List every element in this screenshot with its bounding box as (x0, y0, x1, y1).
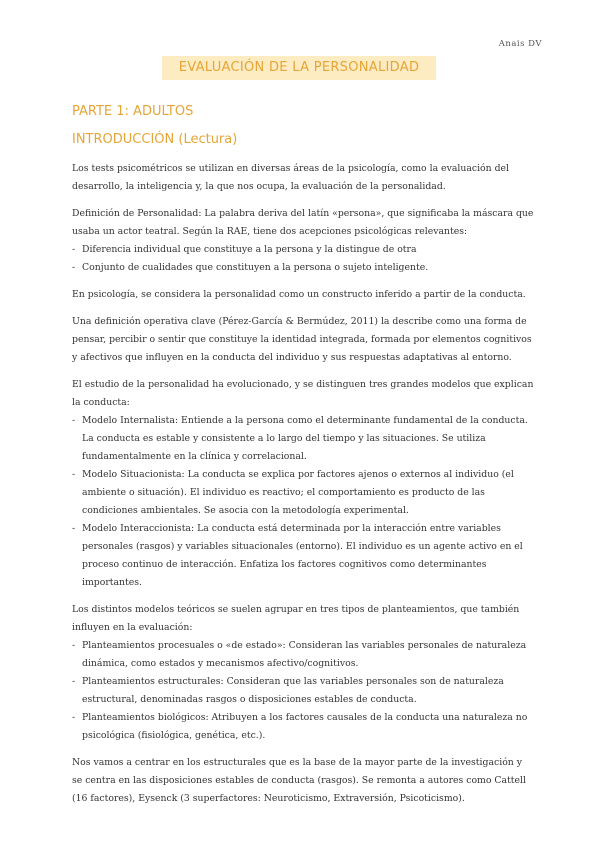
paragraph-intro: Los tests psicométricos se utilizan en diversas áreas de la psicología, como la evaluación del desarrollo, la inteligencia y, la que nos ocupa, la evaluación de la personalidad. (72, 163, 510, 192)
paragraph-structural-focus: Nos vamos a centrar en los estructurales que es la base de la mayor parte de la investigación y se centra en las disposiciones estables de conducta (rasgos). Se remonta a autores como Cattell (16 factores), Eysenck (3 superfactores: Neuroticismo, Extraversión, Psicoticismo). (72, 757, 526, 804)
part-heading: PARTE 1: ADULTOS (72, 104, 194, 119)
list-item: - Planteamientos biológicos: Atribuyen a los factores causales de la conducta una naturaleza no psicológica (fisiológica, genética, etc.). (72, 709, 534, 745)
paragraph-definition: Definición de Personalidad: La palabra deriva del latín «persona», que significaba la máscara que usaba un actor teatral. Según la RAE, tiene dos acepciones psicológicas relevantes: (72, 208, 534, 237)
definition-list (72, 241, 534, 277)
document-title: EVALUACIÓN DE LA PERSONALIDAD (178, 60, 420, 75)
document-body (72, 160, 534, 817)
list-item: - Conjunto de cualidades que constituyen a la persona o sujeto inteligente. (72, 259, 534, 277)
list-item: - Diferencia individual que constituye a la persona y la distingue de otra (72, 241, 534, 259)
models-list (72, 412, 534, 592)
paragraph-construct: En psicología, se considera la personalidad como un constructo inferido a partir de la conducta. (72, 289, 526, 300)
paragraph-approaches: Los distintos modelos teóricos se suelen agrupar en tres tipos de planteamientos, que también influyen en la evaluación: (72, 604, 520, 633)
author-name: Anais DV (498, 39, 542, 49)
list-item: - Planteamientos procesuales o «de estado»: Consideran las variables personales de naturaleza dinámica, como estados y mecanismos afectivo/cognitivos. (72, 637, 534, 673)
document-title-band (162, 56, 436, 80)
paragraph-operative-definition: Una definición operativa clave (Pérez-García & Bermúdez, 2011) la describe como una forma de pensar, percibir o sentir que constituye la identidad integrada, formada por elementos cognitivos y afectivos que influyen en la conducta del individuo y sus respuestas adaptativas al entorno. (72, 316, 532, 363)
list-item: - Planteamientos estructurales: Consideran que las variables personales son de naturaleza estructural, denominadas rasgos o disposiciones estables de conducta. (72, 673, 534, 709)
list-item: - Modelo Interaccionista: La conducta está determinada por la interacción entre variables personales (rasgos) y variables situacionales (entorno). El individuo es un agente activo en el proceso continuo de interacción. Enfatiza los factores cognitivos como determinantes importantes. (72, 520, 534, 592)
approaches-list (72, 637, 534, 745)
list-item: - Modelo Internalista: Entiende a la persona como el determinante fundamental de la conducta. La conducta es estable y consistente a lo largo del tiempo y las situaciones. Se utiliza fundamentalmente en la clínica y correlacional. (72, 412, 534, 466)
section-heading: INTRODUCCIÓN (Lectura) (72, 132, 238, 147)
paragraph-models: El estudio de la personalidad ha evolucionado, y se distinguen tres grandes modelos que explican la conducta: (72, 379, 534, 408)
list-item: - Modelo Situacionista: La conducta se explica por factores ajenos o externos al individuo (el ambiente o situación). El individuo es reactivo; el comportamiento es producto de las condiciones ambientales. Se asocia con la metodología experimental. (72, 466, 534, 520)
